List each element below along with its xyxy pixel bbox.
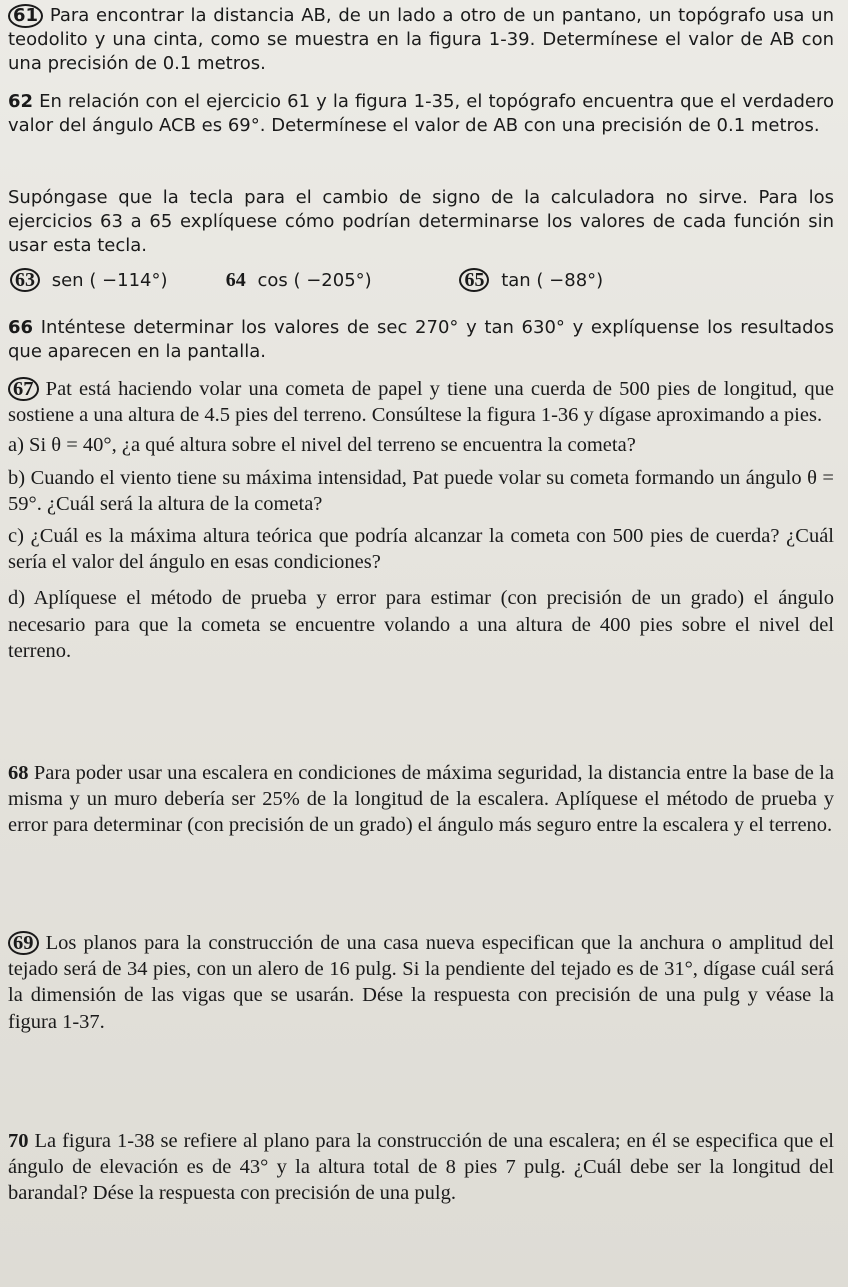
exercise-69 <box>8 930 834 1035</box>
exercise-number: 66 <box>8 317 34 338</box>
exercise-text: La figura 1-38 se refiere al plano para la construcción de una escalera; en él se especifica que el ángulo de elevación es de 43° y la altura total de 8 pies 7 pulg. ¿Cuál debe ser la longitud del barandal? Dése la respuesta con precisión de una pulg. <box>8 1130 835 1205</box>
exercise-text: Para poder usar una escalera en condiciones de máxima seguridad, la distancia entre la base de la misma y un muro debería ser 25% de la longitud de la escalera. Aplíquese el método de prueba y error para determinar (con precisión de un grado) el ángulo más seguro entre la escalera y el terreno. <box>8 762 835 837</box>
exercise-text: En relación con el ejercicio 61 y la figura 1-35, el topógrafo encuentra que el verdadero valor del ángulo ACB es 69°. Determínese el valor de AB con una precisión de 0.1 metros. <box>8 91 835 136</box>
instructions-text: Supóngase que la tecla para el cambio de signo de la calculadora no sirve. Para los ejercicios 63 a 65 explíquese cómo podrían determinarse los valores de cada función sin usar esta tecla. <box>8 187 834 256</box>
exercise-66 <box>8 316 834 364</box>
exercise-expression: cos ( −205°) <box>257 270 372 291</box>
exercise-number: 65 <box>459 268 489 292</box>
exercise-text: Los planos para la construcción de una casa nueva especifican que la anchura o amplitud del tejado será de 34 pies, con un alero de 16 pulg. Si la pendiente del tejado es de 31°, dígase cuál será la dimensión de las vigas que se usarán. Dése la respuesta con precisión de una pulg y véase la figura 1-37. <box>8 932 835 1033</box>
exercise-64 <box>226 267 454 294</box>
exercise-65 <box>459 268 603 294</box>
exercise-number: 68 <box>8 762 29 784</box>
exercise-number: 67 <box>8 377 39 401</box>
instructions-paragraph <box>8 186 834 258</box>
exercise-expression: sen ( −114°) <box>51 270 168 291</box>
exercise-text: Inténtese determinar los valores de sec 270° y tan 630° y explíquense los resultados que aparecen en la pantalla. <box>8 317 834 362</box>
exercise-68 <box>8 760 834 839</box>
exercise-text: Para encontrar la distancia AB, de un lado a otro de un pantano, un topógrafo usa un teodolito y una cinta, como se muestra en la figura 1-39. Determínese el valor de AB con una precisión de 0.1 metros. <box>8 5 834 74</box>
exercise-61 <box>8 4 834 76</box>
exercise-62 <box>8 90 834 138</box>
exercise-text: Pat está haciendo volar una cometa de papel y tiene una cuerda de 500 pies de longitud, que sostiene a una altura de 4.5 pies del terreno. Consúltese la figura 1-36 y dígase aproximando a pies. <box>8 378 834 427</box>
exercise-number: 69 <box>8 931 39 955</box>
exercise-67-part-c: c) ¿Cuál es la máxima altura teórica que podría alcanzar la cometa con 500 pies de cuerda? ¿Cuál sería el valor del ángulo en esas condiciones? <box>8 525 834 574</box>
exercise-number: 61 <box>8 4 43 28</box>
exercise-67-part-b: b) Cuando el viento tiene su máxima intensidad, Pat puede volar su cometa formando un ángulo θ = 59°. ¿Cuál será la altura de la cometa? <box>8 466 834 515</box>
exercise-expression: tan ( −88°) <box>501 270 604 291</box>
exercise-number: 62 <box>8 91 34 112</box>
exercise-67-part-d: d) Aplíquese el método de prueba y error para estimar (con precisión de un grado) el ángulo necesario para que la cometa se encuentre volando a una altura de 400 pies sobre el nivel del terreno. <box>8 587 834 662</box>
exercise-63 <box>10 268 220 294</box>
exercise-67-part-a: a) Si θ = 40°, ¿a qué altura sobre el nivel del terreno se encuentra la cometa? <box>8 434 636 457</box>
exercise-number: 64 <box>225 269 246 291</box>
exercise-number: 70 <box>8 1130 29 1152</box>
exercises-63-65 <box>10 267 830 294</box>
exercise-number: 63 <box>10 268 40 292</box>
exercise-67 <box>8 376 834 664</box>
exercise-70 <box>8 1128 834 1207</box>
